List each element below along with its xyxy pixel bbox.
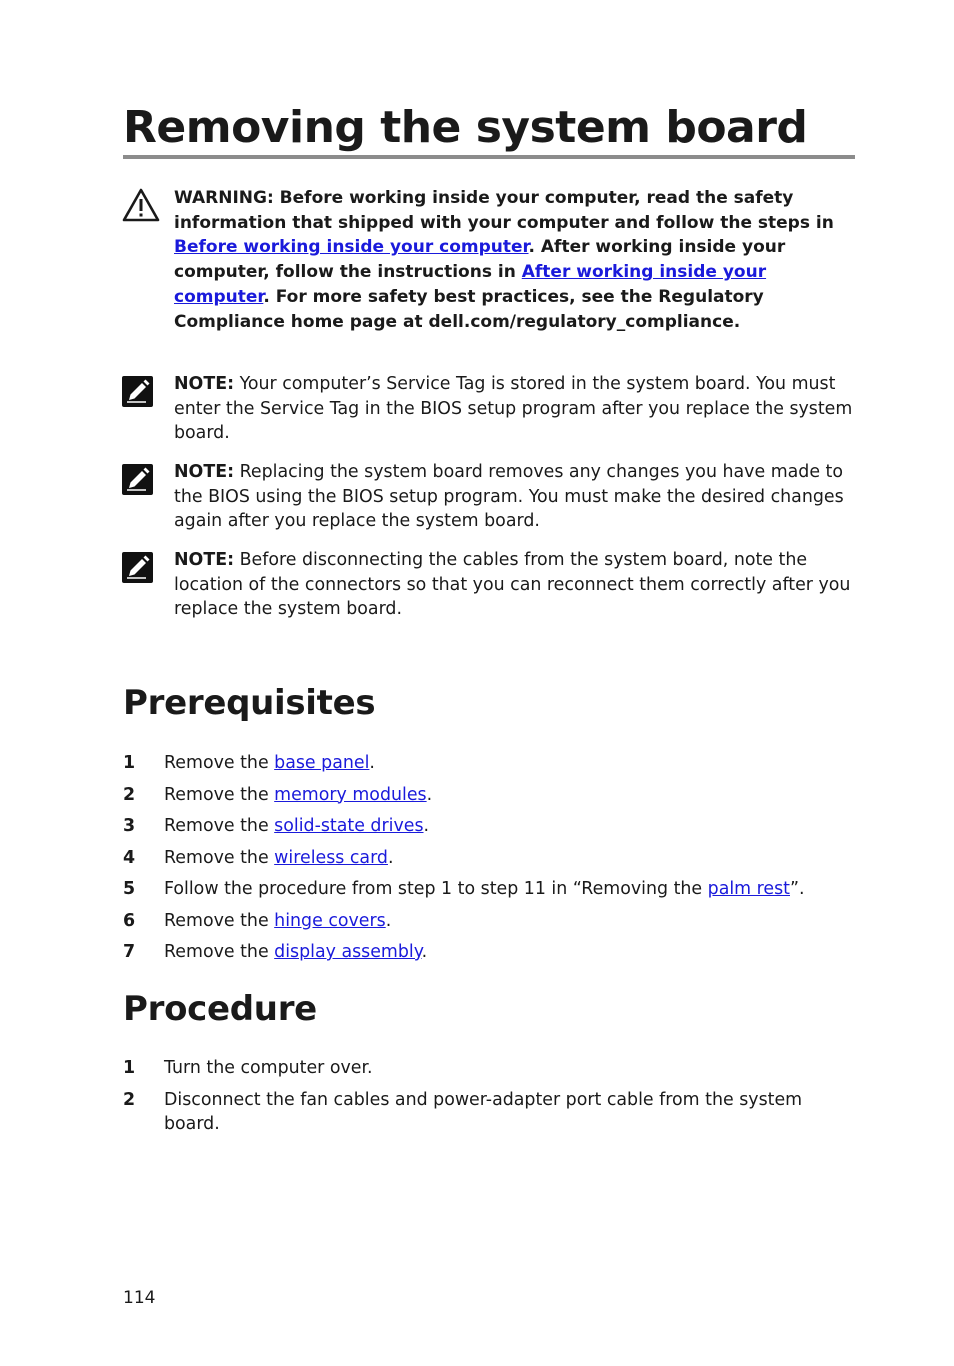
- step-number: 2: [123, 784, 136, 805]
- link-base-panel[interactable]: base panel: [274, 753, 370, 773]
- page-title: Removing the system board: [123, 102, 808, 153]
- note-label: NOTE:: [174, 374, 235, 394]
- note-text: Before disconnecting the cables from the system board, note the location of the connectors so that you can reconnect them correctly after you replace the system board.: [174, 550, 851, 620]
- warning-callout: [174, 186, 858, 334]
- link-after-working[interactable]: After working inside your computer: [174, 262, 767, 307]
- step-number: 3: [123, 816, 136, 836]
- list-item: [123, 877, 863, 902]
- page-number: 114: [123, 1288, 156, 1308]
- step-punct: .: [385, 910, 392, 931]
- step-number: 1: [123, 1058, 136, 1078]
- note-pencil-icon: [122, 552, 153, 583]
- link-memory-modules[interactable]: memory modules: [274, 784, 427, 805]
- note-pencil-icon: [122, 464, 153, 495]
- list-item: [123, 1056, 863, 1081]
- step-punct: ”.: [790, 879, 805, 899]
- link-hinge-covers[interactable]: hinge covers: [274, 910, 386, 931]
- step-text: Turn the computer over.: [164, 1058, 373, 1078]
- list-item: [123, 783, 863, 808]
- procedure-heading: Procedure: [123, 989, 317, 1029]
- link-solid-state-drives[interactable]: solid-state drives: [274, 816, 424, 836]
- step-punct: .: [423, 816, 430, 836]
- step-punct: .: [369, 753, 375, 773]
- note-pencil-icon: [122, 376, 153, 407]
- step-text: Remove the: [164, 784, 275, 805]
- step-text: Remove the: [164, 847, 275, 868]
- note-text: Your computer’s Service Tag is stored in the system board. You must enter the Service Tag in the BIOS setup program after you replace the system board.: [174, 374, 853, 444]
- link-display-assembly[interactable]: display assembly: [274, 942, 422, 962]
- link-before-working[interactable]: Before working inside your computer: [174, 237, 529, 258]
- note-label: NOTE:: [174, 462, 235, 482]
- step-number: 5: [123, 879, 136, 899]
- list-item: [123, 846, 863, 871]
- list-item: [123, 751, 863, 776]
- step-punct: .: [421, 942, 428, 962]
- step-text: Remove the: [164, 942, 275, 962]
- link-wireless-card[interactable]: wireless card: [274, 847, 388, 868]
- warning-text-2: . After working inside your computer, follow the instructions in: [174, 237, 786, 283]
- link-palm-rest[interactable]: palm rest: [707, 879, 790, 899]
- step-text: Disconnect the fan cables and power-adapter port cable from the system board.: [164, 1089, 803, 1135]
- step-number: 4: [123, 847, 136, 868]
- note-callout-3: [174, 548, 858, 622]
- title-underline: [123, 155, 855, 159]
- step-number: 2: [123, 1089, 136, 1110]
- note-callout-1: [174, 372, 858, 446]
- step-number: 1: [123, 753, 136, 773]
- list-item: [123, 814, 863, 839]
- step-text: Remove the: [164, 753, 275, 773]
- step-text: Follow the procedure from step 1 to step 11 in “Removing the: [164, 879, 708, 899]
- warning-text-3: . For more safety best practices, see the Regulatory Compliance home page at dell.com/regulatory_compliance.: [174, 286, 764, 332]
- step-punct: .: [426, 784, 433, 805]
- step-punct: .: [387, 847, 394, 868]
- step-number: 6: [123, 910, 136, 931]
- step-text: Remove the: [164, 910, 275, 931]
- step-text: Remove the: [164, 816, 275, 836]
- note-callout-2: [174, 460, 858, 534]
- note-label: NOTE:: [174, 550, 235, 570]
- prerequisites-heading: Prerequisites: [123, 683, 376, 723]
- list-item: [123, 909, 863, 934]
- list-item: [123, 1088, 844, 1137]
- note-text: Replacing the system board removes any changes you have made to the BIOS using the BIOS setup program. You must make the desired changes again after you replace the system board.: [174, 462, 844, 532]
- warning-icon: [122, 188, 160, 222]
- warning-text-1: WARNING: Before working inside your computer, read the safety information that shipped with your computer and follow the steps in: [174, 188, 834, 233]
- list-item: [123, 940, 863, 965]
- step-number: 7: [123, 942, 136, 962]
- prerequisites-list: [123, 751, 863, 965]
- procedure-list: [123, 1056, 863, 1137]
